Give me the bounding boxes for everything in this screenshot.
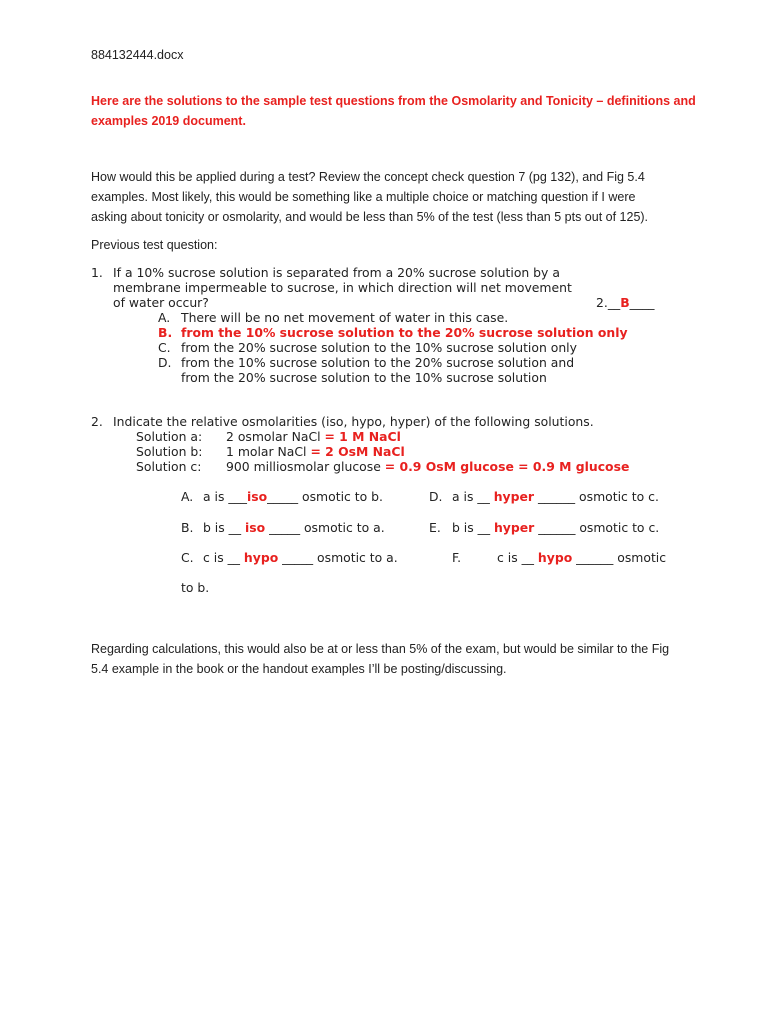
option-a-letter: A. bbox=[158, 310, 171, 325]
answer-blank-value: B bbox=[620, 295, 630, 310]
question-1-line-2: membrane impermeable to sucrose, in which direction will net movement bbox=[113, 280, 572, 295]
item-a-answer: iso bbox=[246, 489, 268, 504]
solution-a-answer: = 1 M NaCl bbox=[324, 429, 401, 444]
paragraph-line-3: asking about tonicity or osmolarity, and would be less than 5% of the test (less than 5 pts out of 125). bbox=[91, 210, 649, 224]
item-e-pre: b is __ bbox=[452, 520, 494, 535]
solution-c bbox=[226, 459, 629, 474]
question-2-number: 2. bbox=[91, 414, 103, 429]
option-d-text-continued: from the 20% sucrose solution to the 10% sucrose solution bbox=[181, 370, 547, 385]
answer-blank-suffix: ____ bbox=[629, 295, 655, 310]
option-c-letter: C. bbox=[158, 340, 171, 355]
option-b-letter: B. bbox=[158, 325, 173, 340]
item-d-pre: a is __ bbox=[452, 489, 494, 504]
question-1-line-3: of water occur? bbox=[113, 295, 209, 310]
item-f-letter: F. bbox=[452, 550, 462, 565]
item-b-letter: B. bbox=[181, 520, 194, 535]
solution-a bbox=[226, 429, 401, 444]
paragraph-line-1: How would this be applied during a test? Review the concept check question 7 (pg 132), and Fig 5.4 bbox=[91, 170, 645, 184]
intro-line-2: examples 2019 document. bbox=[91, 114, 246, 128]
item-c bbox=[203, 550, 398, 565]
solution-b-value: 1 molar NaCl bbox=[226, 444, 311, 459]
solution-b bbox=[226, 444, 405, 459]
item-c-post: _____ osmotic to a. bbox=[278, 550, 398, 565]
item-f-wrap: to b. bbox=[181, 580, 210, 595]
closing-line-1: Regarding calculations, this would also be at or less than 5% of the exam, but would be similar to the Fig bbox=[91, 642, 670, 656]
item-a-pre: a is ___ bbox=[203, 489, 247, 504]
solution-c-label: Solution c: bbox=[136, 459, 202, 474]
item-b-answer: iso bbox=[244, 520, 266, 535]
option-a-text: There will be no net movement of water in this case. bbox=[181, 310, 509, 325]
item-d-letter: D. bbox=[429, 489, 443, 504]
item-d-answer: hyper bbox=[493, 489, 534, 504]
item-f-post: ______ osmotic bbox=[572, 550, 667, 565]
option-d-text: from the 10% sucrose solution to the 20% sucrose solution and bbox=[181, 355, 575, 370]
question-1-line-1: If a 10% sucrose solution is separated from a 20% sucrose solution by a bbox=[113, 265, 560, 280]
intro-line-1: Here are the solutions to the sample test questions from the Osmolarity and Tonicity – definitions and bbox=[91, 94, 696, 108]
item-e-post: ______ osmotic to c. bbox=[534, 520, 660, 535]
item-d-post: ______ osmotic to c. bbox=[534, 489, 659, 504]
solution-c-value: 900 milliosmolar glucose bbox=[226, 459, 385, 474]
item-e-letter: E. bbox=[429, 520, 441, 535]
item-b bbox=[203, 520, 385, 535]
solution-c-answer: = 0.9 OsM glucose = 0.9 M glucose bbox=[384, 459, 630, 474]
option-b-text: from the 10% sucrose solution to the 20% sucrose solution only bbox=[181, 325, 628, 340]
item-f-answer: hypo bbox=[537, 550, 573, 565]
item-c-pre: c is __ bbox=[203, 550, 244, 565]
item-d bbox=[452, 489, 659, 504]
question-1-number: 1. bbox=[91, 265, 103, 280]
item-c-answer: hypo bbox=[243, 550, 279, 565]
option-d-letter: D. bbox=[158, 355, 172, 370]
item-c-letter: C. bbox=[181, 550, 194, 565]
solution-a-label: Solution a: bbox=[136, 429, 203, 444]
item-a-post: _____ osmotic to b. bbox=[267, 489, 383, 504]
item-b-pre: b is __ bbox=[203, 520, 245, 535]
item-a-letter: A. bbox=[181, 489, 194, 504]
item-a bbox=[203, 489, 383, 504]
item-e-answer: hyper bbox=[493, 520, 535, 535]
document-filename: 884132444.docx bbox=[91, 48, 184, 62]
item-f-pre: c is __ bbox=[497, 550, 538, 565]
paragraph-line-2: examples. Most likely, this would be something like a multiple choice or matching question if I were bbox=[91, 190, 636, 204]
answer-blank bbox=[596, 295, 654, 310]
solution-b-answer: = 2 OsM NaCl bbox=[310, 444, 405, 459]
item-e bbox=[452, 520, 659, 535]
previous-question-label: Previous test question: bbox=[91, 238, 218, 252]
item-b-post: _____ osmotic to a. bbox=[265, 520, 385, 535]
solution-b-label: Solution b: bbox=[136, 444, 203, 459]
question-2-line-1: Indicate the relative osmolarities (iso, hypo, hyper) of the following solutions. bbox=[113, 414, 594, 429]
closing-line-2: 5.4 example in the book or the handout examples I’ll be posting/discussing. bbox=[91, 662, 507, 676]
answer-blank-prefix: 2.__ bbox=[596, 295, 621, 310]
item-f bbox=[497, 550, 666, 565]
option-c-text: from the 20% sucrose solution to the 10% sucrose solution only bbox=[181, 340, 577, 355]
solution-a-value: 2 osmolar NaCl bbox=[226, 429, 325, 444]
